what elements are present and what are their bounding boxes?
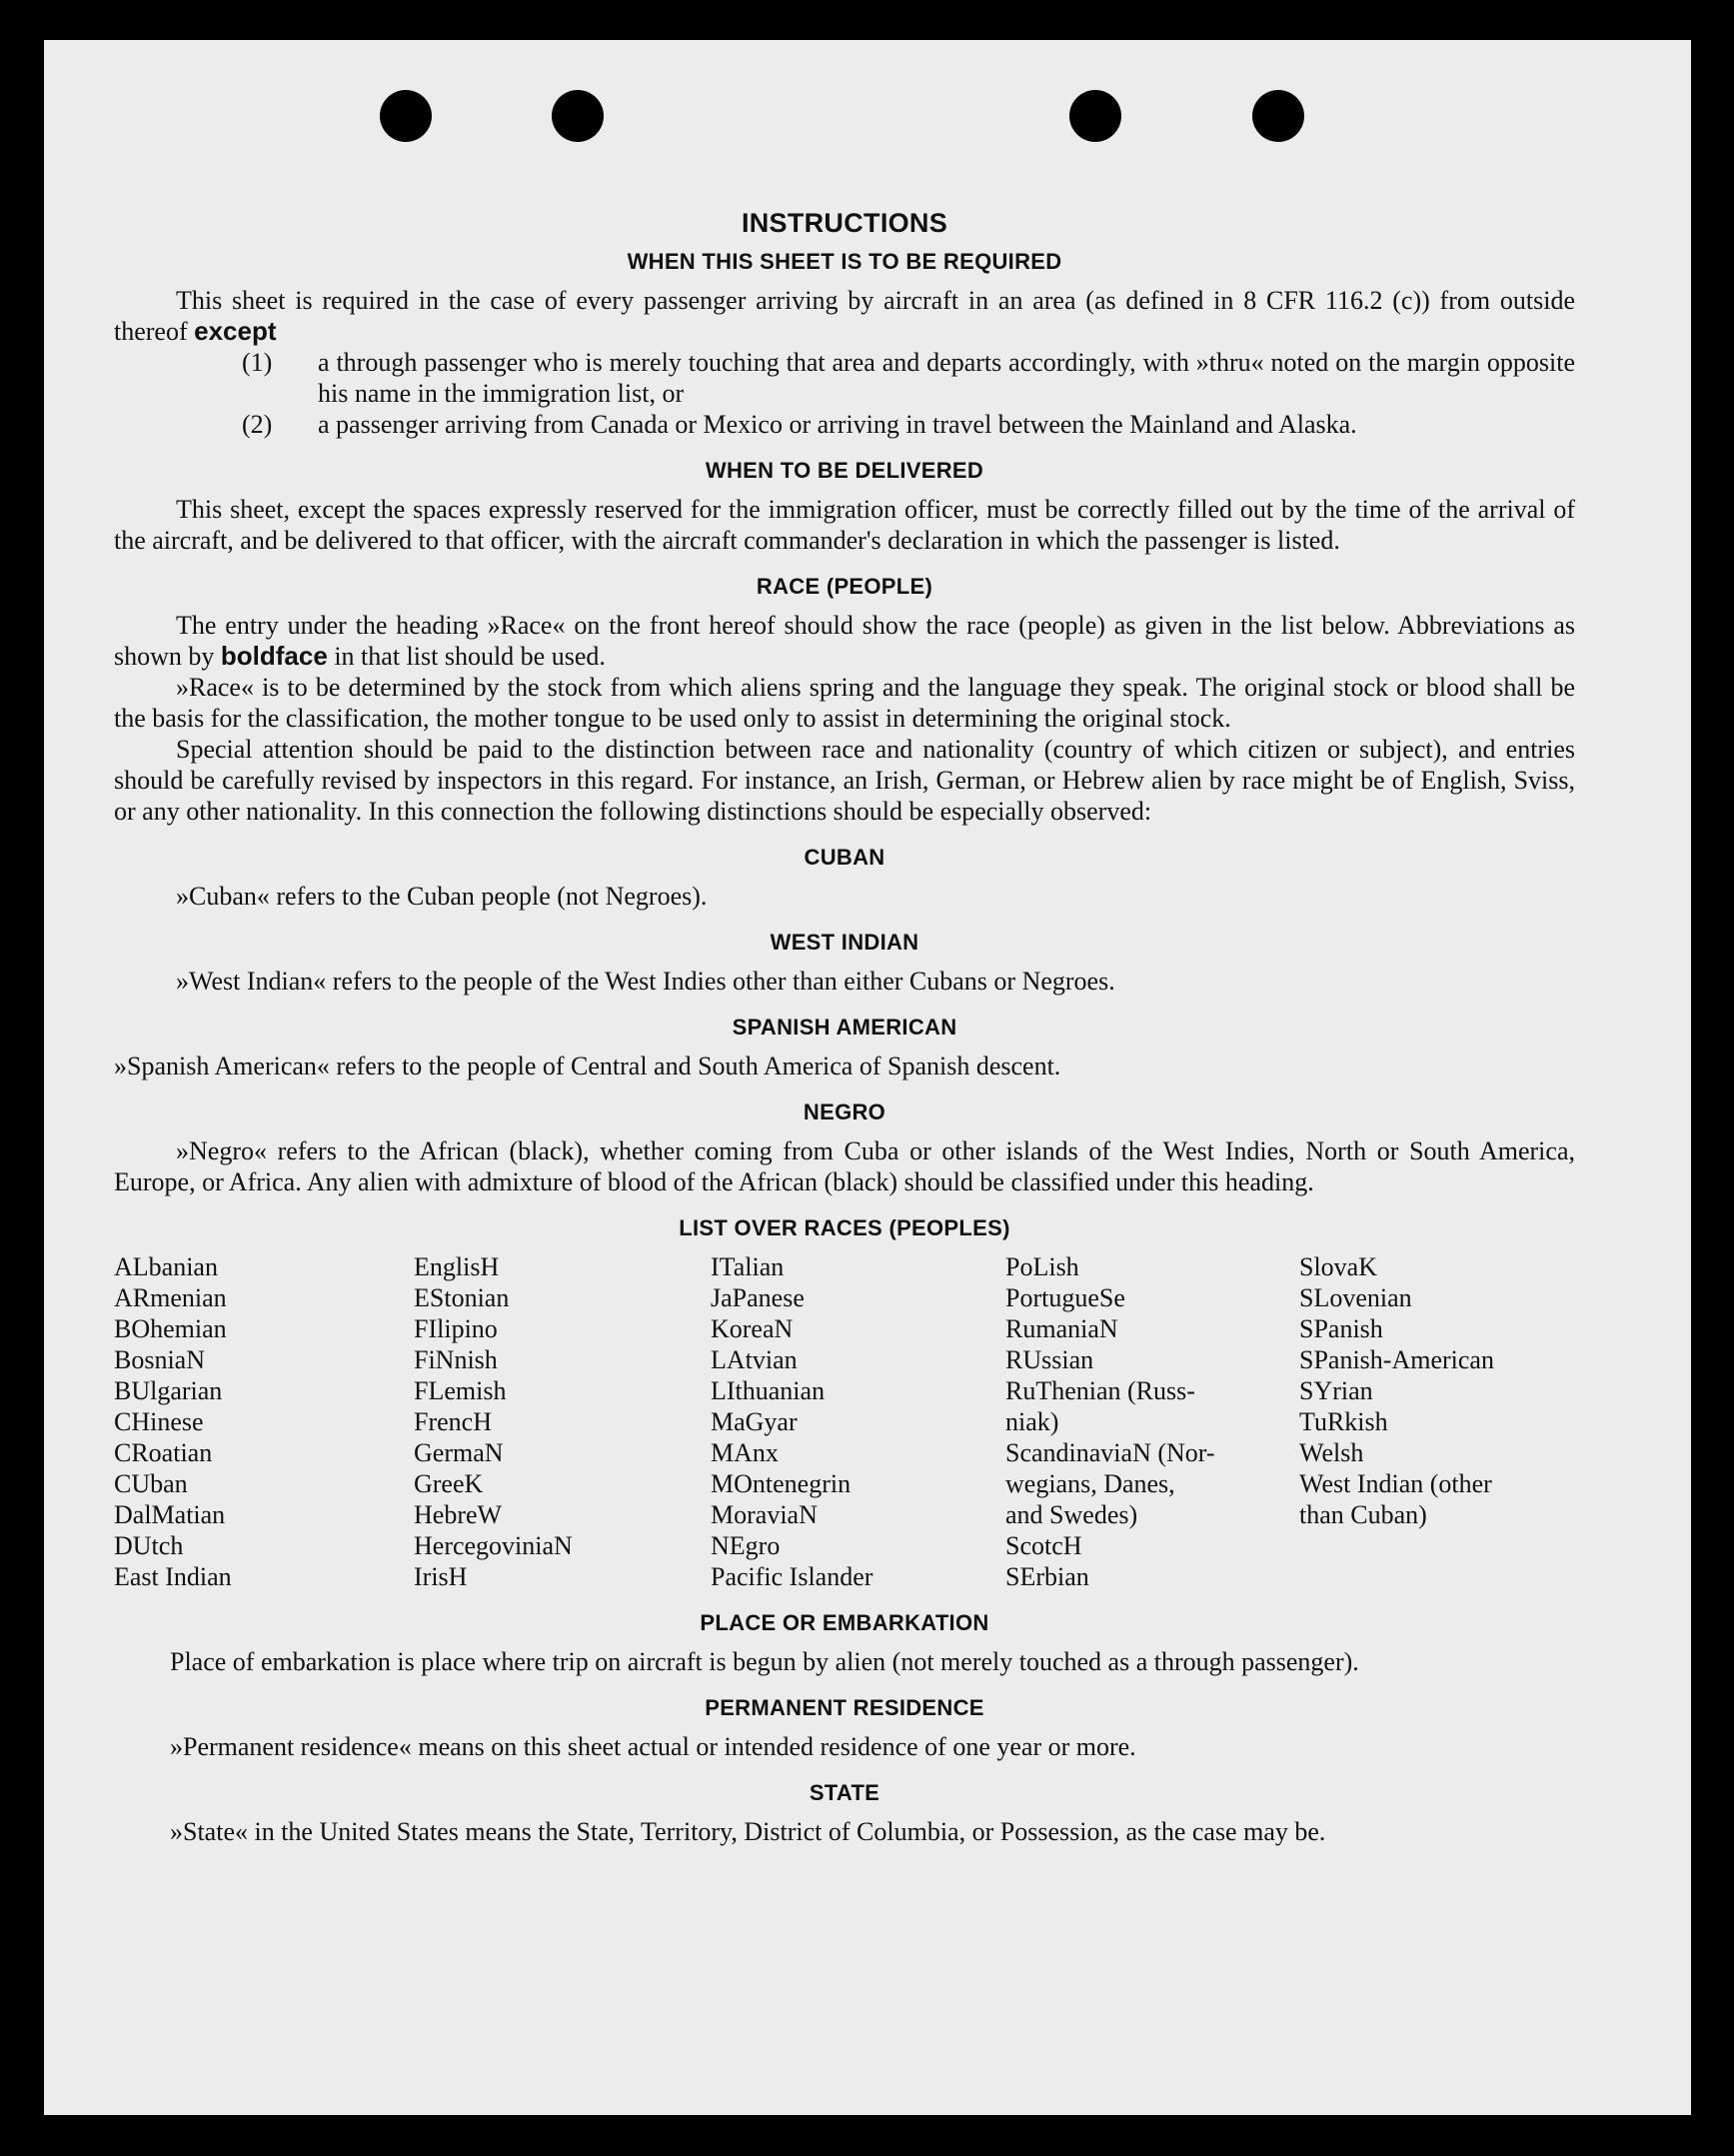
race-entry: SlovaK (1299, 1252, 1377, 1281)
boldface-word: boldface (220, 641, 328, 671)
race-entry: CUban (114, 1469, 188, 1498)
race-entry: PoLish (1005, 1252, 1079, 1281)
race-entry: Welsh (1299, 1438, 1364, 1467)
exception-item-2-number: (2) (242, 410, 273, 439)
race-entry: SPanish-American (1299, 1345, 1494, 1374)
race-p1-end: in that list should be used. (334, 642, 606, 671)
races-column-2 (414, 1251, 711, 1592)
race-entry: FrencH (414, 1407, 492, 1436)
race-entry: RUssian (1005, 1345, 1094, 1374)
exception-item-1-number: (1) (242, 348, 273, 377)
heading-spanish-american: SPANISH AMERICAN (732, 1015, 957, 1040)
races-column-1 (114, 1251, 414, 1592)
race-entry: ITalian (711, 1252, 785, 1281)
race-p1-start: The entry under the heading »Race« on the front hereof should show the race (people) as given in the list below. Abbreviations as shown by (114, 611, 1575, 671)
race-entry: ScotcH (1005, 1531, 1082, 1560)
race-entry: and Swedes) (1005, 1500, 1138, 1529)
race-entry: EStonian (414, 1283, 510, 1312)
race-entry: KoreaN (711, 1314, 794, 1343)
exception-item-1-text: a through passenger who is merely touching that area and departs accordingly, with »thru« noted on the margin opposite his name in the immigration list, or (318, 348, 1575, 408)
race-entry: ARmenian (114, 1283, 227, 1312)
residence-text: »Permanent residence« means on this sheet actual or intended residence of one year or more. (170, 1732, 1136, 1761)
race-entry: MaGyar (711, 1407, 798, 1436)
heading-delivered: WHEN TO BE DELIVERED (705, 458, 984, 483)
race-entry: SPanish (1299, 1314, 1383, 1343)
race-entry: EnglisH (414, 1252, 500, 1281)
punch-hole-1 (380, 90, 432, 142)
exception-item-2-text: a passenger arriving from Canada or Mexico or arriving in travel between the Mainland and Alaska. (318, 410, 1357, 439)
delivered-text: This sheet, except the spaces expressly reserved for the immigration officer, must be correctly filled out by the time of the arrival of the aircraft, and be delivered to that officer, with the aircraft commander's declaration in which the passenger is listed. (114, 495, 1575, 555)
race-entry: MAnx (711, 1438, 779, 1467)
heading-state: STATE (809, 1780, 880, 1805)
race-entry: NEgro (711, 1531, 781, 1560)
heading-cuban: CUBAN (804, 845, 885, 870)
punch-hole-2 (552, 90, 604, 142)
race-paragraph-1 (114, 610, 1575, 672)
race-entry: BOhemian (114, 1314, 227, 1343)
race-entry: CHinese (114, 1407, 204, 1436)
heading-race: RACE (PEOPLE) (756, 574, 933, 599)
races-list (114, 1251, 1575, 1592)
exception-item-1 (114, 347, 1575, 409)
race-entry: SYrian (1299, 1376, 1373, 1405)
race-entry: LIthuanian (711, 1376, 826, 1405)
race-entry: West Indian (other (1299, 1469, 1492, 1498)
race-entry: FLemish (414, 1376, 507, 1405)
instructions-content (114, 160, 1575, 1847)
spanish-american-text: »Spanish American« refers to the people of Central and South America of Spanish descent. (114, 1052, 1061, 1080)
race-entry: FiNnish (414, 1345, 498, 1374)
race-entry: MoraviaN (711, 1500, 818, 1529)
heading-negro: NEGRO (803, 1099, 886, 1124)
races-column-4 (1005, 1251, 1299, 1592)
race-entry: SErbian (1005, 1562, 1089, 1591)
race-entry: niak) (1005, 1407, 1059, 1436)
required-intro-text: This sheet is required in the case of every passenger arriving by aircraft in an area (as defined in 8 CFR 116.2 (c)) from outside thereof (114, 286, 1575, 346)
document-sheet (44, 40, 1691, 2115)
heading-races-list: LIST OVER RACES (PEOPLES) (679, 1215, 1010, 1240)
required-intro (114, 285, 1575, 347)
races-column-3 (711, 1251, 1005, 1592)
race-paragraph-3: Special attention should be paid to the distinction between race and nationality (country of which citizen or subject), and entries should be carefully revised by inspectors in this regard. For instance, an Irish, German, or Hebrew alien by race might be of English, Sviss, or any other nationality. In this connection the following distinctions should be especially observed: (114, 735, 1575, 826)
race-entry: JaPanese (711, 1283, 805, 1312)
race-entry: HebreW (414, 1500, 503, 1529)
races-column-5 (1299, 1251, 1575, 1592)
state-text: »State« in the United States means the State, Territory, District of Columbia, or Possession, as the case may be. (170, 1817, 1326, 1846)
race-entry: RuThenian (Russ- (1005, 1376, 1195, 1405)
race-entry: LAtvian (711, 1345, 798, 1374)
race-entry: DalMatian (114, 1500, 226, 1529)
race-entry: MOntenegrin (711, 1469, 852, 1498)
west-indian-text: »West Indian« refers to the people of the West Indies other than either Cubans or Negroes. (176, 967, 1115, 996)
except-word: except (194, 316, 277, 346)
punch-hole-4 (1252, 90, 1304, 142)
race-entry: GermaN (414, 1438, 504, 1467)
race-entry: FIlipino (414, 1314, 498, 1343)
race-entry: RumaniaN (1005, 1314, 1118, 1343)
race-paragraph-2: »Race« is to be determined by the stock from which aliens spring and the language they speak. The original stock or blood shall be the basis for the classification, the mother tongue to be used only to assist in determining the original stock. (114, 673, 1575, 733)
heading-residence: PERMANENT RESIDENCE (705, 1695, 984, 1720)
race-entry: GreeK (414, 1469, 484, 1498)
cuban-text: »Cuban« refers to the Cuban people (not Negroes). (176, 882, 708, 911)
race-entry: PortugueSe (1005, 1283, 1125, 1312)
punch-hole-3 (1069, 90, 1121, 142)
race-entry: Pacific Islander (711, 1562, 873, 1591)
embarkation-text: Place of embarkation is place where trip on aircraft is begun by alien (not merely touched as a through passenger). (170, 1647, 1359, 1676)
heading-embarkation: PLACE OR EMBARKATION (700, 1610, 989, 1635)
race-entry: ScandinaviaN (Nor- (1005, 1438, 1215, 1467)
race-entry: DUtch (114, 1531, 184, 1560)
race-entry: BosniaN (114, 1345, 205, 1374)
race-entry: HercegoviniaN (414, 1531, 573, 1560)
race-entry: wegians, Danes, (1005, 1469, 1175, 1498)
race-entry: BUlgarian (114, 1376, 223, 1405)
heading-required: WHEN THIS SHEET IS TO BE REQUIRED (627, 249, 1062, 274)
race-entry: than Cuban) (1299, 1500, 1427, 1529)
race-entry: SLovenian (1299, 1283, 1412, 1312)
race-entry: IrisH (414, 1562, 468, 1591)
race-entry: ALbanian (114, 1252, 218, 1281)
heading-west-indian: WEST INDIAN (770, 930, 919, 955)
page-title: INSTRUCTIONS (741, 208, 948, 238)
race-entry: TuRkish (1299, 1407, 1388, 1436)
negro-text: »Negro« refers to the African (black), whether coming from Cuba or other islands of the West Indies, North or South America, Europe, or Africa. Any alien with admixture of blood of the African (black) should be classified under this heading. (114, 1136, 1575, 1196)
race-entry: CRoatian (114, 1438, 213, 1467)
race-entry: East Indian (114, 1562, 232, 1591)
exception-item-2 (114, 409, 1575, 440)
